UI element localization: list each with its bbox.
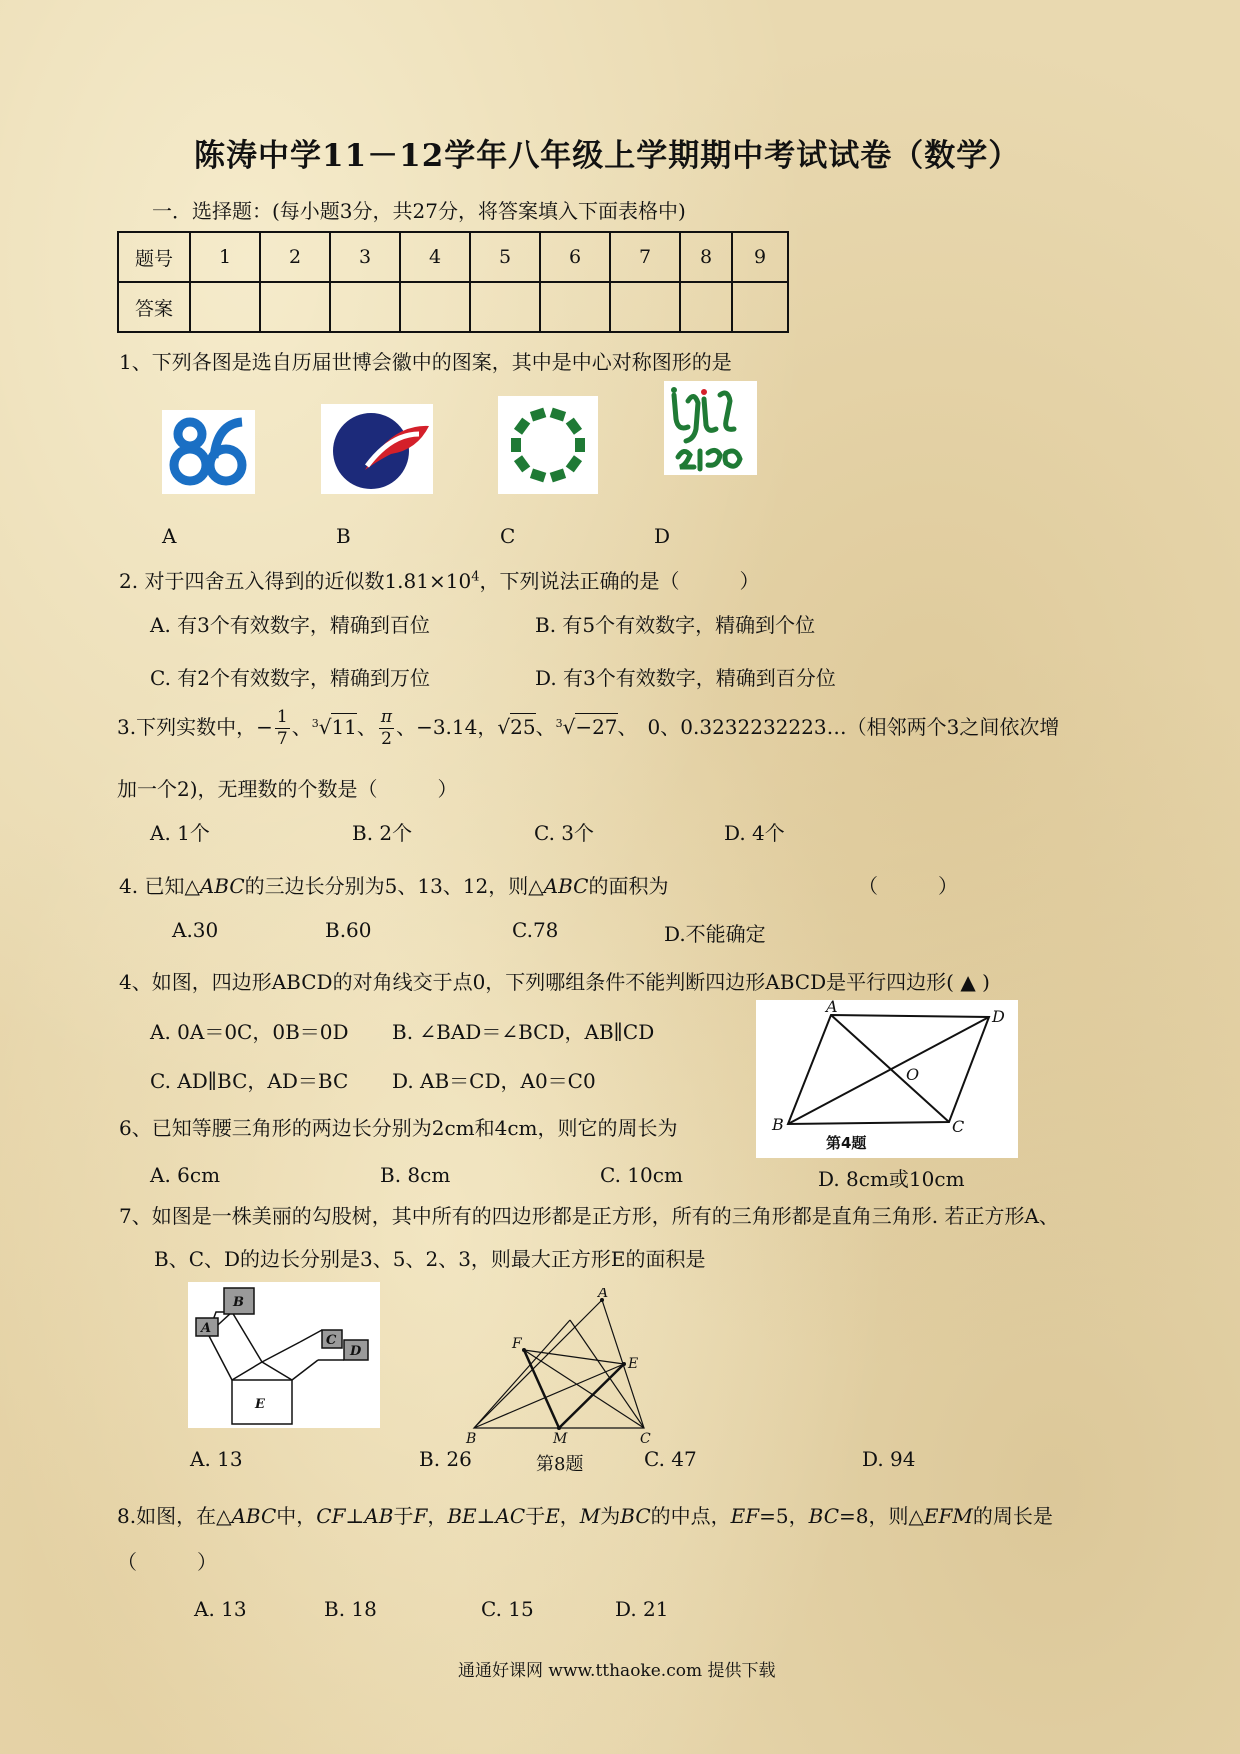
question-text: 的面积为: [588, 874, 669, 898]
radical-sign: √: [318, 715, 332, 739]
question-text: 4、如图，四边形ABCD的对角线交于点0，下列哪组条件不能判断四边形ABCD是平行四边形(: [119, 970, 954, 994]
vertex-label: C: [640, 1431, 651, 1447]
square-label: E: [255, 1397, 265, 1412]
table-row: [118, 232, 788, 282]
option-b: B. ∠BAD＝∠BCD，AB∥CD: [392, 1020, 655, 1044]
option-d: D.不能确定: [664, 922, 766, 946]
pythagoras-tree-figure: [188, 1282, 380, 1428]
math-variable: EFM: [923, 1504, 973, 1528]
vertex-label: A: [826, 1000, 838, 1016]
option-c: C. 3个: [534, 821, 595, 845]
question-3-stem: [117, 700, 1059, 754]
math-variable: E: [545, 1504, 560, 1528]
option-b: B. 2个: [352, 821, 413, 845]
square-label: C: [326, 1333, 337, 1348]
option-a: A. 有3个有效数字，精确到百位: [150, 613, 430, 637]
logo-c-image: [498, 396, 598, 494]
question-text: ，: [427, 1504, 448, 1528]
math-variable: AB: [364, 1504, 394, 1528]
square-label: A: [201, 1321, 212, 1336]
question-text: 于: [393, 1504, 414, 1528]
logo-segment: [511, 438, 521, 452]
question-text: ⊥: [476, 1504, 496, 1528]
answer-cell[interactable]: [190, 282, 260, 332]
option-b: B. 26: [419, 1447, 472, 1471]
vertex-label: D: [992, 1007, 1005, 1026]
answer-cell[interactable]: [610, 282, 680, 332]
table-cell-number: 3: [330, 232, 400, 282]
option-d: D. 8cm或10cm: [818, 1167, 965, 1191]
table-cell-number: 8: [680, 232, 732, 282]
separator: 、: [356, 715, 377, 739]
question-8-stem: [117, 1500, 1053, 1529]
option-d: D. 有3个有效数字，精确到百分位: [535, 666, 836, 690]
separator: 、: [535, 715, 556, 739]
table-cell-number: 1: [190, 232, 260, 282]
radical-sign: √: [562, 715, 576, 739]
question-7-line1: 7、如图是一株美丽的勾股树，其中所有的四边形都是正方形，所有的三角形都是直角三角形. 若正方形A、: [119, 1204, 1059, 1228]
answer-table: [117, 231, 789, 333]
table-header-label: 题号: [118, 232, 190, 282]
numerator: π: [380, 707, 393, 727]
vertex-label: M: [553, 1431, 568, 1447]
table-cell-number: 7: [610, 232, 680, 282]
option-a: A. 13: [194, 1597, 247, 1621]
question-text: 中，: [276, 1504, 317, 1528]
answer-cell[interactable]: [260, 282, 330, 332]
root-index: 3: [555, 717, 563, 730]
fraction-pi-half: [379, 709, 394, 748]
table-cell-number: 9: [732, 232, 788, 282]
question-text: 、−3.14，: [396, 715, 498, 739]
answer-cell[interactable]: [330, 282, 400, 332]
question-2-stem: [119, 565, 759, 594]
question-text: 的周长是: [972, 1504, 1053, 1528]
answer-cell[interactable]: [400, 282, 470, 332]
figure-caption: 第4题: [826, 1134, 867, 1152]
question-4b-stem: [119, 966, 990, 995]
option-d: D. AB＝CD，A0＝C0: [392, 1069, 596, 1093]
question-text: 3.下列实数中，: [117, 715, 257, 739]
question-3-line2: 加一个2)，无理数的个数是（ ）: [117, 777, 458, 801]
vertex-label: O: [906, 1065, 920, 1084]
option-c: C. 47: [644, 1447, 697, 1471]
question-text: ，下列说法正确的是（ ）: [479, 569, 760, 593]
question-text: 于: [525, 1504, 546, 1528]
option-c: C. 10cm: [600, 1163, 683, 1187]
question-text: 的中点，: [650, 1504, 731, 1528]
radicand: 11: [331, 715, 357, 739]
option-b: B. 8cm: [380, 1163, 451, 1187]
question-1-stem: 1、下列各图是选自历届世博会徽中的图案，其中是中心对称图形的是: [119, 350, 732, 374]
square-label: B: [233, 1295, 244, 1310]
math-variable: BE: [447, 1504, 477, 1528]
question-7-line2: B、C、D的边长分别是3、5、2、3，则最大正方形E的面积是: [154, 1247, 706, 1271]
question-text: =8，则△: [839, 1504, 924, 1528]
logo-b-image: [321, 404, 433, 494]
separator: 、: [291, 715, 312, 739]
triangle-figure: [460, 1288, 670, 1448]
option-a: A. 0A＝0C，0B＝0D: [150, 1020, 349, 1044]
answer-cell[interactable]: [470, 282, 540, 332]
question-text: ⊥: [345, 1504, 365, 1528]
table-cell-number: 4: [400, 232, 470, 282]
radical-sign: √: [497, 715, 511, 739]
math-variable: ABC: [543, 874, 589, 898]
option-label-b: B: [336, 524, 351, 548]
math-variable: F: [413, 1504, 428, 1528]
option-label-c: C: [500, 524, 516, 548]
option-b: B.60: [325, 918, 372, 942]
answer-cell[interactable]: [680, 282, 732, 332]
option-c: C. 15: [481, 1597, 534, 1621]
vertex-label: B: [466, 1431, 477, 1447]
triangle-mark-icon: ▲: [960, 970, 976, 994]
table-cell-number: 5: [470, 232, 540, 282]
table-row: [118, 282, 788, 332]
question-text: ): [982, 970, 990, 994]
logo-d-image: [664, 381, 757, 475]
question-4a-stem: [119, 870, 669, 899]
answer-cell[interactable]: [540, 282, 610, 332]
minus-sign: −: [256, 715, 273, 739]
table-cell-number: 6: [540, 232, 610, 282]
math-variable: CF: [316, 1504, 346, 1528]
question-text: 8.如图，在△: [117, 1504, 232, 1528]
math-variable: BC: [808, 1504, 839, 1528]
vertex-label: F: [512, 1336, 522, 1352]
option-c: C.78: [512, 918, 559, 942]
square-label: D: [350, 1344, 362, 1359]
table-cell-number: 2: [260, 232, 330, 282]
answer-cell[interactable]: [732, 282, 788, 332]
section-heading: 一．选择题：(每小题3分，共27分，将答案填入下面表格中): [152, 199, 686, 223]
option-b: B. 18: [324, 1597, 377, 1621]
option-c: C. AD∥BC，AD＝BC: [150, 1069, 349, 1093]
parallelogram-figure: [756, 1000, 1018, 1158]
option-d: D. 4个: [724, 821, 785, 845]
option-d: D. 94: [862, 1447, 916, 1471]
math-variable: M: [579, 1504, 601, 1528]
math-variable: EF: [730, 1504, 760, 1528]
option-a: A. 13: [190, 1447, 243, 1471]
table-answer-label: 答案: [118, 282, 190, 332]
fraction-one-seventh: [275, 709, 290, 748]
option-d: D. 21: [615, 1597, 669, 1621]
logo-segment: [575, 438, 585, 452]
option-label-d: D: [654, 524, 671, 548]
question-text: ，: [559, 1504, 580, 1528]
question-text: 4. 已知△: [119, 874, 200, 898]
question-text: 为: [600, 1504, 621, 1528]
option-b: B. 有5个有效数字，精确到个位: [535, 613, 816, 637]
option-a: A. 6cm: [150, 1163, 221, 1187]
page-title: 陈涛中学11－12学年八年级上学期期中考试试卷（数学）: [194, 138, 1021, 174]
math-variable: AC: [495, 1504, 526, 1528]
question-text: =5，: [759, 1504, 809, 1528]
vertex-label: B: [772, 1115, 784, 1134]
math-variable: ABC: [199, 874, 245, 898]
radicand: −27: [575, 715, 618, 739]
denominator: 7: [276, 729, 288, 749]
logo-a-image: [162, 410, 255, 494]
answer-paren: （ ）: [858, 874, 958, 898]
approx-number: 1.81×10: [384, 569, 472, 593]
vertex-label: A: [598, 1288, 609, 1301]
option-a: A.30: [172, 918, 219, 942]
question-8-line2: （ ）: [117, 1550, 217, 1574]
vertex-label: E: [628, 1356, 639, 1372]
question-text: 的三边长分别为5、13、12，则△: [244, 874, 544, 898]
math-variable: BC: [620, 1504, 651, 1528]
option-a: A. 1个: [150, 821, 210, 845]
radicand: 25: [510, 715, 536, 739]
exponent: 4: [471, 569, 480, 585]
figure-caption: 第8题: [536, 1454, 584, 1475]
page-footer: 通通好课网 www.tthaoke.com 提供下载: [458, 1661, 776, 1681]
denominator: 2: [381, 729, 392, 749]
math-variable: ABC: [231, 1504, 277, 1528]
root-index: 3: [311, 717, 319, 730]
option-label-a: A: [162, 524, 177, 548]
numerator: 1: [276, 707, 288, 727]
question-6-stem: 6、已知等腰三角形的两边长分别为2cm和4cm，则它的周长为: [119, 1116, 678, 1140]
question-text: 2. 对于四舍五入得到的近似数: [119, 569, 385, 593]
vertex-label: C: [952, 1117, 965, 1136]
option-c: C. 有2个有效数字，精确到万位: [150, 666, 431, 690]
question-text: 、 0、0.3232232223…（相邻两个3之间依次增: [617, 715, 1060, 739]
